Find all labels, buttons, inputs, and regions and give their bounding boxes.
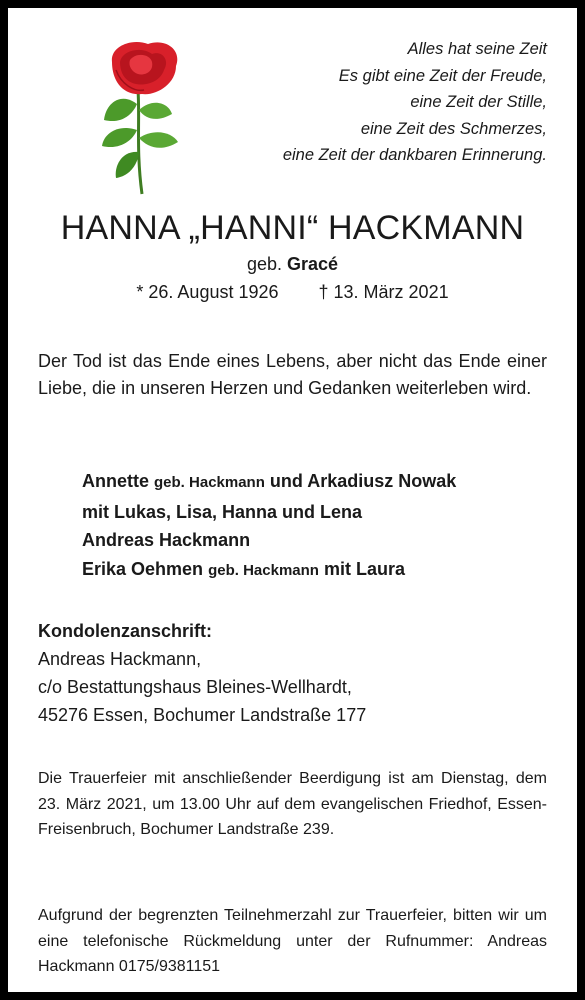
poem-line: Alles hat seine Zeit xyxy=(407,40,547,58)
family-member: mit Laura xyxy=(323,558,405,579)
address-line: Andreas Hackmann, xyxy=(38,649,202,669)
family-line: mit Lukas, Lisa, Hanna und Lena xyxy=(82,501,363,522)
birth-date: * 26. August 1926 xyxy=(136,282,279,302)
birth-prefix: geb. xyxy=(246,254,282,274)
address-line: c/o Bestattungshaus Bleines-Wellhardt, xyxy=(38,677,352,697)
family-maiden-name: geb. Hackmann xyxy=(208,561,319,579)
family-member: Annette xyxy=(82,471,149,491)
condolence-address xyxy=(38,617,538,729)
deceased-name: HANNA „HANNI“ HACKMANN xyxy=(60,209,525,247)
quote-text: Der Tod ist das Ende eines Lebens, aber nicht das Ende einer Liebe, die in unseren Herzen und Gedanken weiterleben wird. xyxy=(38,351,547,398)
address-line: 45276 Essen, Bochumer Landstraße 177 xyxy=(38,705,367,725)
poem-line: eine Zeit des Schmerzes, xyxy=(360,119,547,138)
family-maiden-name: geb. Hackmann xyxy=(154,474,265,491)
family-line xyxy=(82,555,552,586)
family-line xyxy=(82,467,552,498)
family-line: Andreas Hackmann xyxy=(82,530,251,550)
poem-line: Es gibt eine Zeit der Freude, xyxy=(338,66,547,85)
birth-surname: Gracé xyxy=(287,254,339,274)
poem-line: eine Zeit der dankbaren Erinnerung. xyxy=(282,146,547,164)
life-dates xyxy=(8,282,577,303)
poem xyxy=(217,36,547,169)
rose-image xyxy=(92,40,192,196)
ceremony-info: Die Trauerfeier mit anschließender Beerdigung ist am Dienstag, dem 23. März 2021, um 13.00 Uhr auf dem evangelischen Friedhof, Essen-Freisenbruch, Bochumer Landstraße 239. xyxy=(38,770,547,838)
family-member: und Arkadiusz Nowak xyxy=(269,471,457,491)
family-member: Erika Oehmen xyxy=(82,558,204,579)
address-heading: Kondolenzanschrift: xyxy=(38,621,212,641)
poem-line: eine Zeit der Stille, xyxy=(410,93,547,111)
birth-name xyxy=(8,254,577,275)
family-list xyxy=(82,467,552,585)
rsvp-notice: Aufgrund der begrenzten Teilnehmerzahl zur Trauerfeier, bitten wir um eine telefonische Rückmeldung unter der Rufnummer: Andreas Hackmann 0175/9381151 xyxy=(38,907,547,975)
obituary-card xyxy=(8,8,577,992)
death-date: † 13. März 2021 xyxy=(318,282,449,302)
